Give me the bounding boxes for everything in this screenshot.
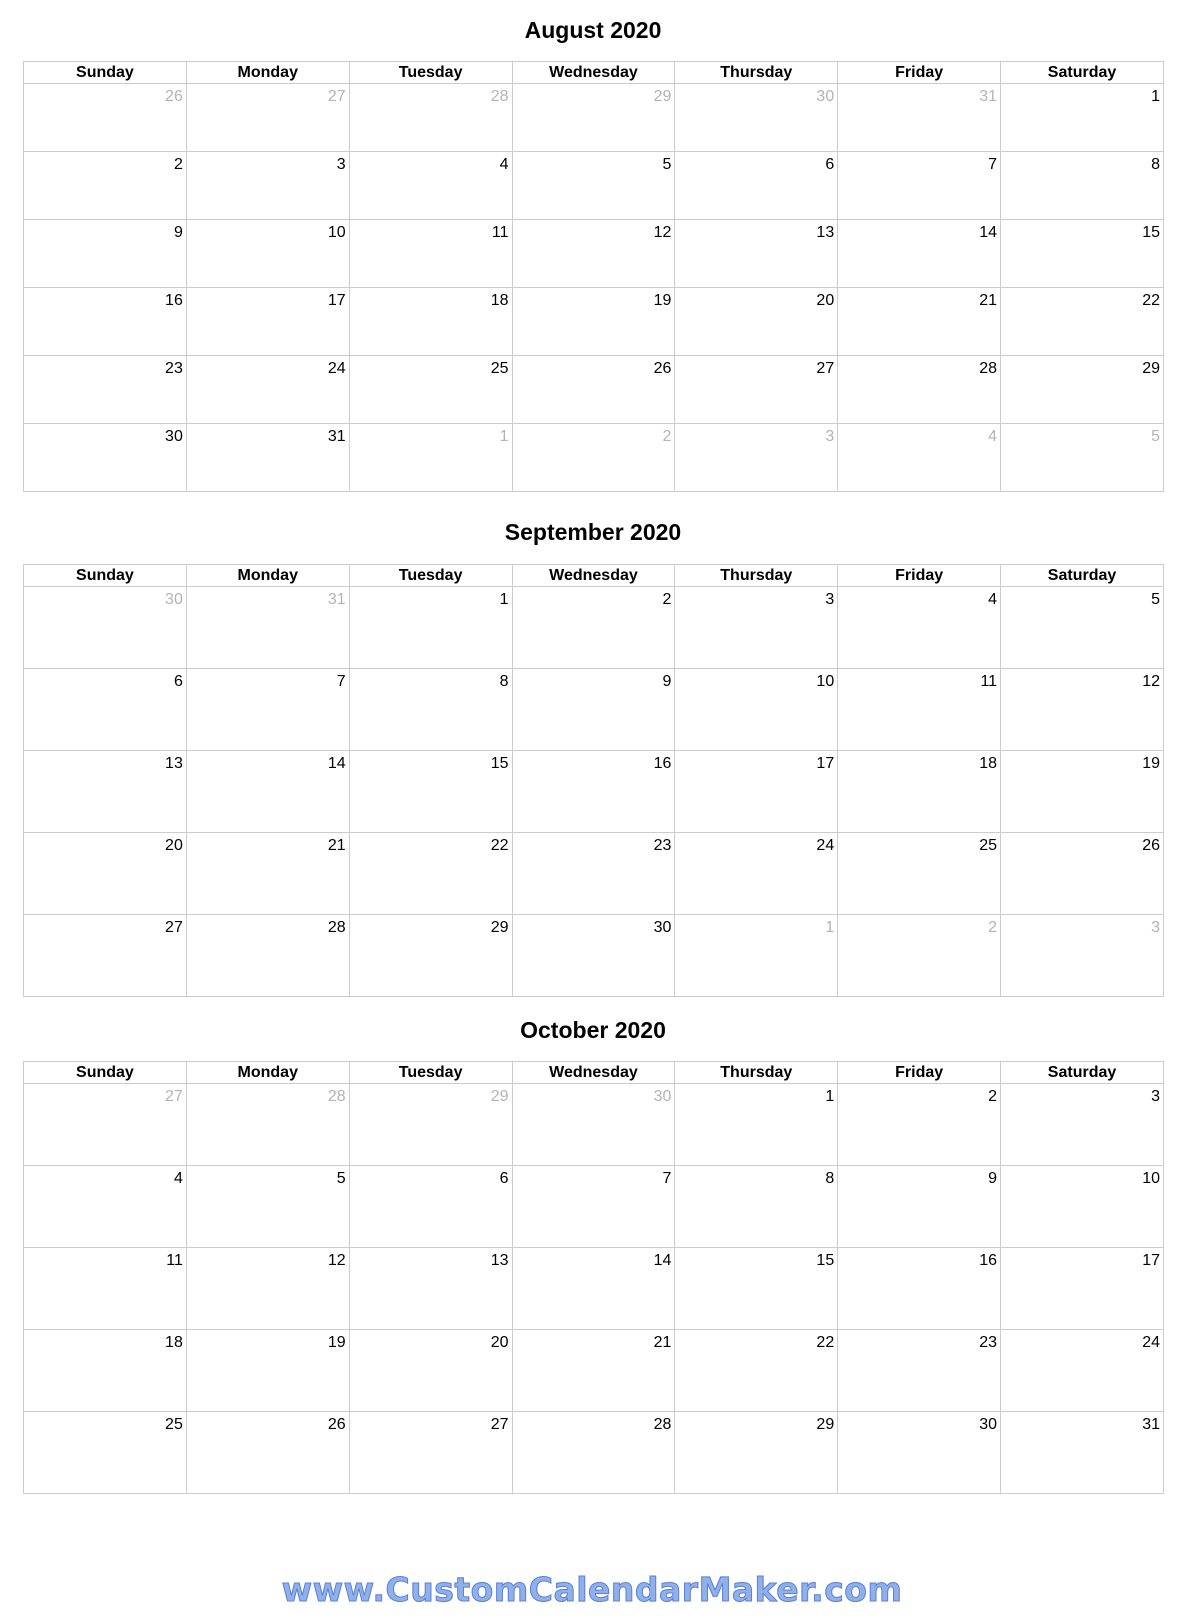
day-cell[interactable]: 13: [675, 220, 838, 288]
day-cell[interactable]: 20: [349, 1330, 512, 1412]
weekday-header-row: [24, 565, 1164, 587]
day-cell[interactable]: 3: [186, 152, 349, 220]
day-cell[interactable]: 12: [1001, 669, 1164, 751]
day-cell[interactable]: 21: [838, 288, 1001, 356]
day-cell[interactable]: 16: [838, 1248, 1001, 1330]
day-cell[interactable]: 12: [512, 220, 675, 288]
week-row: [24, 220, 1164, 288]
week-row: [24, 1330, 1164, 1412]
calendar-grid: [23, 1061, 1164, 1494]
day-cell[interactable]: 7: [512, 1166, 675, 1248]
week-row: [24, 356, 1164, 424]
day-cell[interactable]: 9: [838, 1166, 1001, 1248]
day-cell-other-month[interactable]: 4: [838, 424, 1001, 492]
day-cell[interactable]: 26: [1001, 833, 1164, 915]
day-cell[interactable]: 27: [349, 1412, 512, 1494]
day-cell[interactable]: 8: [675, 1166, 838, 1248]
day-cell[interactable]: 1: [349, 587, 512, 669]
week-row: [24, 152, 1164, 220]
day-cell[interactable]: 13: [24, 751, 187, 833]
day-cell[interactable]: 5: [512, 152, 675, 220]
day-cell-other-month[interactable]: 28: [349, 84, 512, 152]
day-cell[interactable]: 31: [1001, 1412, 1164, 1494]
day-cell[interactable]: 19: [186, 1330, 349, 1412]
day-cell-other-month[interactable]: 31: [186, 587, 349, 669]
weekday-header-monday: Monday: [186, 1062, 349, 1084]
day-cell[interactable]: 26: [512, 356, 675, 424]
day-cell[interactable]: 30: [512, 915, 675, 997]
day-cell[interactable]: 29: [1001, 356, 1164, 424]
day-cell-other-month[interactable]: 27: [186, 84, 349, 152]
weekday-header-saturday: Saturday: [1001, 565, 1164, 587]
month-title: August 2020: [524, 17, 662, 43]
day-cell[interactable]: 25: [24, 1412, 187, 1494]
week-row: [24, 915, 1164, 997]
day-cell[interactable]: 30: [24, 424, 187, 492]
day-cell-other-month[interactable]: 29: [349, 1084, 512, 1166]
day-cell[interactable]: 10: [1001, 1166, 1164, 1248]
day-cell[interactable]: 17: [675, 751, 838, 833]
weekday-header-sunday: Sunday: [24, 565, 187, 587]
day-cell-other-month[interactable]: 2: [838, 915, 1001, 997]
day-cell[interactable]: 27: [675, 356, 838, 424]
day-cell[interactable]: 12: [186, 1248, 349, 1330]
day-cell[interactable]: 2: [24, 152, 187, 220]
day-cell[interactable]: 31: [186, 424, 349, 492]
day-cell[interactable]: 25: [838, 833, 1001, 915]
day-cell[interactable]: 5: [186, 1166, 349, 1248]
day-cell[interactable]: 10: [675, 669, 838, 751]
week-row: [24, 1084, 1164, 1166]
day-cell[interactable]: 23: [24, 356, 187, 424]
day-cell[interactable]: 19: [1001, 751, 1164, 833]
week-row: [24, 1412, 1164, 1494]
month-title: October 2020: [520, 1017, 666, 1043]
day-cell[interactable]: 21: [186, 833, 349, 915]
weekday-header-tuesday: Tuesday: [349, 1062, 512, 1084]
day-cell[interactable]: 23: [838, 1330, 1001, 1412]
weekday-header-sunday: Sunday: [24, 62, 187, 84]
day-cell[interactable]: 22: [675, 1330, 838, 1412]
day-cell[interactable]: 30: [838, 1412, 1001, 1494]
day-cell-other-month[interactable]: 28: [186, 1084, 349, 1166]
day-cell[interactable]: 14: [512, 1248, 675, 1330]
day-cell[interactable]: 3: [1001, 1084, 1164, 1166]
day-cell[interactable]: 28: [512, 1412, 675, 1494]
weekday-header-monday: Monday: [186, 565, 349, 587]
day-cell[interactable]: 22: [1001, 288, 1164, 356]
day-cell[interactable]: 14: [186, 751, 349, 833]
day-cell[interactable]: 24: [675, 833, 838, 915]
day-cell[interactable]: 16: [24, 288, 187, 356]
weekday-header-friday: Friday: [838, 565, 1001, 587]
weekday-header-wednesday: Wednesday: [512, 565, 675, 587]
day-cell[interactable]: 4: [24, 1166, 187, 1248]
weekday-header-thursday: Thursday: [675, 565, 838, 587]
day-cell[interactable]: 5: [1001, 587, 1164, 669]
day-cell[interactable]: 28: [838, 356, 1001, 424]
day-cell-other-month[interactable]: 2: [512, 424, 675, 492]
day-cell-other-month[interactable]: 26: [24, 84, 187, 152]
day-cell[interactable]: 24: [186, 356, 349, 424]
day-cell[interactable]: 27: [24, 915, 187, 997]
day-cell[interactable]: 26: [186, 1412, 349, 1494]
day-cell[interactable]: 15: [675, 1248, 838, 1330]
day-cell[interactable]: 7: [838, 152, 1001, 220]
day-cell-other-month[interactable]: 30: [24, 587, 187, 669]
day-cell[interactable]: 11: [349, 220, 512, 288]
week-row: [24, 1248, 1164, 1330]
weekday-header-thursday: Thursday: [675, 1062, 838, 1084]
day-cell[interactable]: 21: [512, 1330, 675, 1412]
day-cell-other-month[interactable]: 5: [1001, 424, 1164, 492]
weekday-header-saturday: Saturday: [1001, 1062, 1164, 1084]
day-cell-other-month[interactable]: 3: [675, 424, 838, 492]
weekday-header-row: [24, 1062, 1164, 1084]
day-cell[interactable]: 25: [349, 356, 512, 424]
calendar-grid: [23, 61, 1164, 492]
weekday-header-sunday: Sunday: [24, 1062, 187, 1084]
day-cell[interactable]: 29: [675, 1412, 838, 1494]
week-row: [24, 84, 1164, 152]
day-cell-other-month[interactable]: 1: [675, 915, 838, 997]
day-cell[interactable]: 19: [512, 288, 675, 356]
day-cell-other-month[interactable]: 30: [675, 84, 838, 152]
day-cell[interactable]: 10: [186, 220, 349, 288]
day-cell[interactable]: 17: [1001, 1248, 1164, 1330]
week-row: [24, 587, 1164, 669]
weekday-header-wednesday: Wednesday: [512, 62, 675, 84]
day-cell[interactable]: 1: [675, 1084, 838, 1166]
day-cell[interactable]: 2: [512, 587, 675, 669]
day-cell[interactable]: 24: [1001, 1330, 1164, 1412]
week-row: [24, 1166, 1164, 1248]
day-cell[interactable]: 18: [24, 1330, 187, 1412]
week-row: [24, 751, 1164, 833]
weekday-header-wednesday: Wednesday: [512, 1062, 675, 1084]
weekday-header-thursday: Thursday: [675, 62, 838, 84]
weekday-header-tuesday: Tuesday: [349, 565, 512, 587]
day-cell[interactable]: 18: [838, 751, 1001, 833]
day-cell[interactable]: 6: [675, 152, 838, 220]
week-row: [24, 424, 1164, 492]
day-cell[interactable]: 3: [675, 587, 838, 669]
day-cell[interactable]: 2: [838, 1084, 1001, 1166]
day-cell[interactable]: 7: [186, 669, 349, 751]
month-title: September 2020: [504, 519, 682, 545]
website-url[interactable]: www.CustomCalendarMaker.com: [281, 1570, 903, 1609]
day-cell[interactable]: 9: [512, 669, 675, 751]
weekday-header-row: [24, 62, 1164, 84]
day-cell-other-month[interactable]: 29: [512, 84, 675, 152]
day-cell[interactable]: 11: [838, 669, 1001, 751]
day-cell[interactable]: 16: [512, 751, 675, 833]
day-cell-other-month[interactable]: 31: [838, 84, 1001, 152]
day-cell-other-month[interactable]: 3: [1001, 915, 1164, 997]
day-cell[interactable]: 22: [349, 833, 512, 915]
day-cell[interactable]: 15: [1001, 220, 1164, 288]
weekday-header-friday: Friday: [838, 62, 1001, 84]
weekday-header-saturday: Saturday: [1001, 62, 1164, 84]
week-row: [24, 669, 1164, 751]
day-cell[interactable]: 8: [349, 669, 512, 751]
day-cell[interactable]: 15: [349, 751, 512, 833]
day-cell[interactable]: 23: [512, 833, 675, 915]
week-row: [24, 833, 1164, 915]
day-cell[interactable]: 28: [186, 915, 349, 997]
day-cell[interactable]: 17: [186, 288, 349, 356]
day-cell[interactable]: 13: [349, 1248, 512, 1330]
day-cell[interactable]: 4: [838, 587, 1001, 669]
weekday-header-tuesday: Tuesday: [349, 62, 512, 84]
day-cell[interactable]: 1: [1001, 84, 1164, 152]
day-cell-other-month[interactable]: 1: [349, 424, 512, 492]
weekday-header-monday: Monday: [186, 62, 349, 84]
day-cell[interactable]: 6: [24, 669, 187, 751]
day-cell[interactable]: 8: [1001, 152, 1164, 220]
week-row: [24, 288, 1164, 356]
day-cell[interactable]: 18: [349, 288, 512, 356]
calendar-grid: [23, 564, 1164, 997]
day-cell-other-month[interactable]: 30: [512, 1084, 675, 1166]
day-cell[interactable]: 14: [838, 220, 1001, 288]
day-cell[interactable]: 9: [24, 220, 187, 288]
day-cell[interactable]: 11: [24, 1248, 187, 1330]
day-cell[interactable]: 4: [349, 152, 512, 220]
day-cell[interactable]: 6: [349, 1166, 512, 1248]
day-cell-other-month[interactable]: 27: [24, 1084, 187, 1166]
weekday-header-friday: Friday: [838, 1062, 1001, 1084]
day-cell[interactable]: 29: [349, 915, 512, 997]
day-cell[interactable]: 20: [675, 288, 838, 356]
day-cell[interactable]: 20: [24, 833, 187, 915]
